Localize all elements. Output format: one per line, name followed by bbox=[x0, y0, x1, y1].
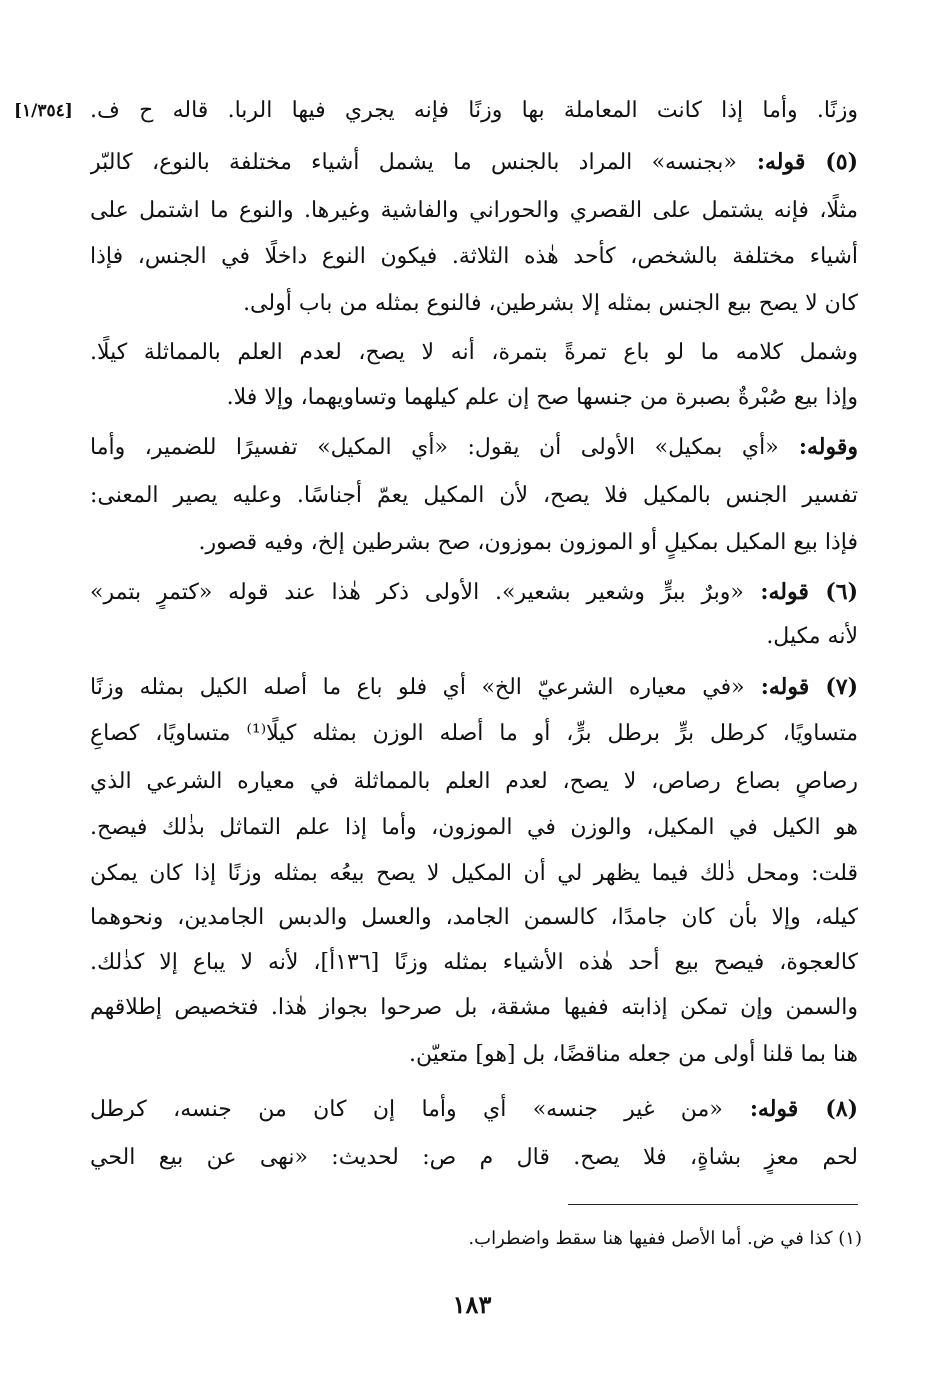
text-line: كيله، وإلا بأن كان جامدًا، كالسمن الجامد، والعسل والدبس الجامدين، ونحوهما bbox=[90, 905, 858, 930]
paragraph-label: وقوله: bbox=[778, 434, 858, 460]
text-line: وشمل كلامه ما لو باع تمرةً بتمرة، أنه لا يصح، لعدم العلم بالمماثلة كيلًا. bbox=[90, 340, 858, 365]
paragraph-label: (٦) قوله: bbox=[743, 579, 858, 605]
text-line: وقوله: «أي بمكيل» الأولى أن يقول: «أي المكيل» تفسيرًا للضمير، وأما bbox=[90, 434, 858, 460]
text-line: وزنًا. وأما إذا كانت المعاملة بها وزنًا فإنه يجري فيها الربا. قاله ح ف. bbox=[90, 98, 858, 123]
text-line: مثلًا، فإنه يشتمل على القصري والحوراني والفاشية وغيرها. والنوع ما اشتمل على bbox=[90, 198, 858, 223]
text-line: (٨) قوله: «من غير جنسه» أي وأما إن كان من جنسه، كرطل bbox=[90, 1096, 858, 1122]
text-line: (٧) قوله: «في معياره الشرعيّ الخ» أي فلو باع ما أصله الكيل بمثله وزنًا bbox=[90, 674, 858, 700]
text-line: وإذا بيع صُبْرةٌ بصبرة من جنسها صح إن علم كيلهما وتساويهما، وإلا فلا. bbox=[226, 385, 858, 410]
footnote-divider bbox=[568, 1204, 858, 1205]
text-line: تفسير الجنس بالمكيل فلا يصح، لأن المكيل يعمّ أجناسًا. وعليه يصير المعنى: bbox=[90, 483, 858, 508]
text-line: قلت: ومحل ذٰلك فيما يظهر لي أن المكيل لا يصح بيعُه بمثله وزنًا إذا كان يمكن bbox=[90, 861, 858, 886]
paragraph-label: (٥) قوله: bbox=[736, 149, 858, 175]
footnote: (١) كذا في ض. أما الأصل ففيها هنا سقط واضطراب. bbox=[468, 1228, 862, 1249]
text-line: رصاصٍ بصاع رصاص، لا يصح، لعدم العلم بالمماثلة في معياره الشرعي الذي bbox=[90, 769, 858, 794]
text-line: أشياء مختلفة بالشخص، كأحد هٰذه الثلاثة. فيكون النوع داخلًا في الجنس، فإذا bbox=[90, 244, 858, 269]
text-line: متساويًا، كرطل برٍّ برطل برٍّ، أو ما أصله الوزن بمثله كيلًا⁽¹⁾ متساويًا، كصاعِ bbox=[90, 721, 858, 746]
text-line: كان لا يصح بيع الجنس بمثله إلا بشرطين، فالنوع بمثله من باب أولى. bbox=[243, 291, 858, 316]
paragraph-label: (٧) قوله: bbox=[744, 674, 858, 700]
text-line: هنا بما قلنا أولى من جعله مناقضًا، بل [هو] متعيّن. bbox=[408, 1042, 858, 1067]
paragraph-label: (٨) قوله: bbox=[722, 1096, 858, 1122]
text-line: (٥) قوله: «بجنسه» المراد بالجنس ما يشمل أشياء مختلفة بالنوع، كالبّر bbox=[90, 149, 858, 175]
text-line: والسمن وإن تمكن إذابته ففيها مشقة، بل صرحوا بجواز هٰذا. فتخصيص إطلاقهم bbox=[90, 995, 858, 1020]
text-line: لحم معزٍ بشاةٍ، فلا يصح. قال م ص: لحديث: «نهى عن بيع الحي bbox=[90, 1145, 858, 1170]
folio-marker: [١/٣٥٤] bbox=[14, 101, 73, 121]
text-line: فإذا بيع المكيل بمكيلٍ أو الموزون بموزون، صح بشرطين إلخ، وفيه قصور. bbox=[198, 530, 858, 555]
text-line: (٦) قوله: «وبرٌ ببرٍّ وشعير بشعير». الأولى ذكر هٰذا عند قوله «كتمرٍ بتمر» bbox=[90, 579, 858, 605]
text-line: كالعجوة، فيصح بيع أحد هٰذه الأشياء بمثله وزنًا [١٣٦أ]، لأنه لا يباع إلا كذٰلك. bbox=[90, 950, 858, 975]
text-line: هو الكيل في المكيل، والوزن في الموزون، وأما إذا علم التماثل بذٰلك فيصح. bbox=[90, 815, 858, 840]
page-number: ١٨٣ bbox=[452, 1290, 492, 1319]
text-line: لأنه مكيل. bbox=[766, 624, 858, 649]
